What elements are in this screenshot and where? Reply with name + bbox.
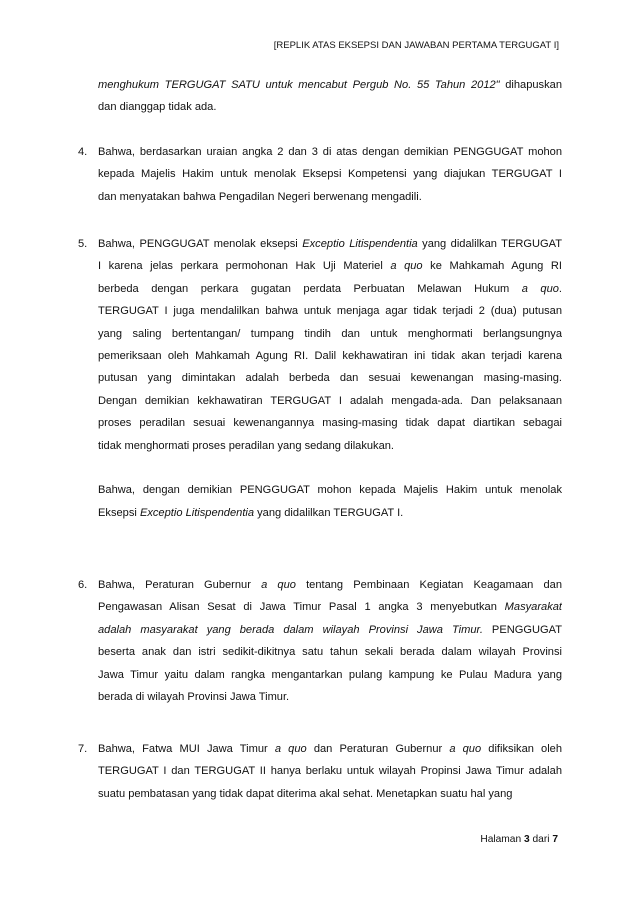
item-number: 4. (78, 146, 88, 158)
italic-text: a quo (261, 579, 296, 591)
text-line (98, 783, 562, 805)
italic-text: Exceptio Litispendentia (302, 238, 418, 250)
italic-text: a quo (449, 743, 482, 755)
text-line (98, 345, 562, 367)
text-segment: kepada Majelis Hakim untuk menolak Eksepsi Kompetensi yang diajukan TERGUGAT I (98, 168, 562, 181)
text-segment: Pengawasan Alisan Sesat di Jawa Timur Pasal 1 angka 3 menyebutkan (98, 601, 505, 614)
list-item-5 (78, 233, 562, 524)
text-segment: ke Mahkamah Agung RI (422, 260, 562, 273)
text-segment: tidak menghormati proses peradilan yang sedang dilakukan. (98, 439, 395, 452)
page-footer (480, 834, 558, 845)
text-segment: difiksikan oleh (481, 743, 562, 755)
text-line (98, 96, 562, 118)
continuation-paragraph (78, 74, 562, 119)
text-line (98, 278, 562, 300)
italic-text: Masyarakat (504, 601, 562, 614)
text-segment: putusan yang dimintakan adalah berbeda dan sesuai kewenangan masing-masing. (98, 372, 562, 385)
text-segment: berada di wilayah Provinsi Jawa Timur. (98, 690, 290, 703)
text-line (98, 641, 562, 663)
text-segment: yang didalilkan TERGUGAT (417, 238, 562, 250)
of-label: dari (532, 834, 550, 845)
item-number: 6. (78, 579, 88, 591)
text-line (98, 479, 562, 501)
text-segment: dan dianggap tidak ada. (98, 101, 217, 114)
text-line (98, 574, 562, 596)
italic-text: a quo (274, 743, 307, 755)
italic-text: a quo (521, 282, 559, 295)
text-line (98, 255, 562, 277)
text-line (98, 760, 562, 782)
text-segment: tentang Pembinaan Kegiatan Keagamaan dan (295, 579, 562, 591)
text-line (98, 502, 562, 524)
text-segment: TERGUGAT I juga mendalilkan bahwa untuk menjaga agar tidak terjadi 2 (dua) putusan (98, 305, 562, 318)
list-item-4 (78, 141, 562, 208)
text-segment: proses peradilan sesuai kewenangannya masing-masing tidak dapat diartikan sebagai (98, 417, 562, 430)
text-segment: yang saling bertentangan/ tumpang tindih dan untuk menghormati berlangsungnya (98, 327, 562, 340)
list-item-6 (78, 574, 562, 708)
page-number: 3 (523, 834, 530, 845)
text-segment: dan menyatakan bahwa Pengadilan Negeri berwenang mengadili. (98, 190, 422, 203)
text-segment: Bahwa, PENGGUGAT menolak eksepsi (98, 238, 303, 250)
item-number: 7. (78, 743, 88, 755)
text-segment: I karena jelas perkara permohonan Hak Uji Materiel (98, 260, 391, 273)
text-segment: dan Peraturan Gubernur (306, 743, 450, 755)
text-line (98, 74, 562, 96)
text-segment: yang didalilkan TERGUGAT I. (254, 506, 404, 519)
text-segment: Bahwa, Fatwa MUI Jawa Timur (98, 743, 275, 755)
text-segment: . (558, 282, 562, 295)
text-segment: PENGGUGAT (482, 623, 562, 636)
text-line (98, 435, 562, 457)
text-line (98, 141, 562, 163)
text-line (98, 186, 562, 208)
italic-text: menghukum TERGUGAT SATU untuk mencabut Pergub No. 55 Tahun 2012" (98, 79, 500, 91)
text-segment: TERGUGAT I dan TERGUGAT II hanya berlaku untuk wilayah Propinsi Jawa Timur adalah (98, 765, 562, 778)
text-line (98, 664, 562, 686)
text-segment: Dengan demikian kekhawatiran TERGUGAT I adalah mengada-ada. Dan pelaksanaan (98, 394, 562, 407)
text-segment: dihapuskan (499, 79, 562, 91)
text-line (98, 367, 562, 389)
text-segment: berbeda dengan perkara gugatan perdata Perbuatan Melawan Hukum (98, 282, 522, 295)
text-segment: Bahwa, dengan demikian PENGGUGAT mohon kepada Majelis Hakim untuk menolak (98, 484, 562, 497)
italic-text: a quo (390, 260, 423, 273)
text-line (98, 412, 562, 434)
text-segment: Eksepsi (98, 506, 140, 519)
text-line (98, 233, 562, 255)
page-label: Halaman (480, 834, 522, 845)
text-line (98, 686, 562, 708)
item-number: 5. (78, 238, 88, 250)
italic-text: adalah masyarakat yang berada dalam wilayah Provinsi Jawa Timur. (98, 623, 483, 636)
text-line (98, 738, 562, 760)
text-line (98, 390, 562, 412)
text-segment: beserta anak dan istri sedikit-dikitnya satu tahun sekali berada dalam wilayah Provinsi (98, 646, 562, 659)
text-segment: Bahwa, berdasarkan uraian angka 2 dan 3 di atas dengan demikian PENGGUGAT mohon (98, 146, 562, 158)
text-line (98, 163, 562, 185)
text-line (98, 619, 562, 641)
text-line (98, 323, 562, 345)
page-header: [REPLIK ATAS EKSEPSI DAN JAWABAN PERTAMA TERGUGAT I] (273, 40, 559, 51)
text-line (98, 596, 562, 618)
text-segment: Jawa Timur yaitu dalam rangka mengantarkan pulang kampung ke Pulau Madura yang (98, 668, 562, 681)
text-line (98, 300, 562, 322)
text-segment: Bahwa, Peraturan Gubernur (98, 579, 262, 591)
list-item-7 (78, 738, 562, 805)
text-segment: suatu pembatasan yang tidak dapat diterima akal sehat. Menetapkan suatu hal yang (98, 787, 513, 800)
text-segment: pemeriksaan oleh Mahkamah Agung RI. Dalil kekhawatiran ini tidak akan terjadi karena (98, 349, 562, 362)
total-pages: 7 (552, 834, 558, 845)
italic-text: Exceptio Litispendentia (139, 506, 255, 519)
